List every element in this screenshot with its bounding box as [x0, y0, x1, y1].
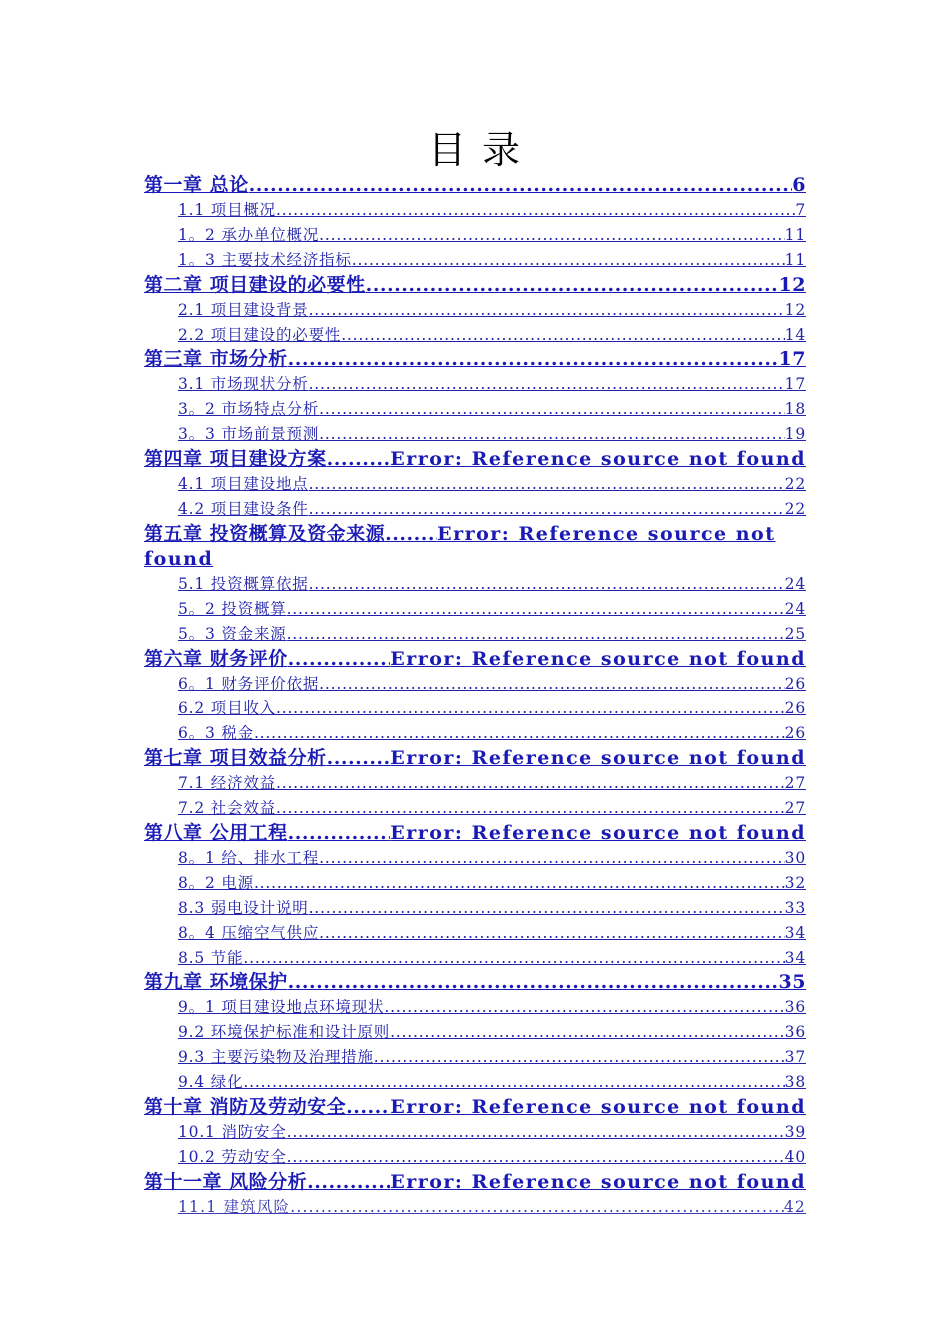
toc-label: 7.1 经济效益: [178, 774, 276, 793]
toc-label: 1。3 主要技术经济指标: [178, 250, 352, 269]
toc-section-1-2[interactable]: [144, 223, 806, 248]
toc-label: 4.2 项目建设条件: [178, 500, 309, 519]
toc-page-error: Error: Reference source not: [437, 522, 776, 545]
toc-label: 第一章 总论: [144, 174, 249, 196]
toc-leader: [276, 796, 785, 821]
toc-leader: [319, 921, 785, 946]
toc-section-9-4[interactable]: [144, 1070, 806, 1095]
toc-leader: [319, 846, 785, 871]
toc-page: 24: [784, 574, 806, 593]
toc-leader: [309, 372, 785, 397]
toc-leader: [384, 995, 784, 1020]
toc-leader: [249, 173, 793, 198]
toc-page: 11: [784, 250, 806, 269]
toc-section-6-3[interactable]: [144, 721, 806, 746]
toc-label: 1。2 承办单位概况: [178, 225, 320, 244]
toc-page-error: Error: Reference source not found: [390, 448, 806, 471]
toc-leader: [288, 347, 779, 372]
toc-label: 6。3 税金: [178, 724, 254, 743]
toc-section-9-3[interactable]: [144, 1045, 806, 1070]
toc-leader: [254, 721, 785, 746]
toc-section-11-1[interactable]: [144, 1195, 806, 1220]
toc-section-1-1[interactable]: [144, 198, 806, 223]
toc-chapter-4[interactable]: [144, 447, 806, 472]
toc-section-2-2[interactable]: [144, 323, 806, 348]
toc-page: 34: [784, 923, 806, 942]
toc-leader: [327, 447, 391, 472]
table-of-contents: [144, 173, 806, 1220]
toc-leader: [390, 1020, 785, 1045]
toc-page: 12: [784, 300, 806, 319]
toc-section-8-1[interactable]: [144, 846, 806, 871]
toc-section-5-1[interactable]: [144, 572, 806, 597]
toc-section-2-1[interactable]: [144, 298, 806, 323]
toc-leader: [385, 522, 437, 547]
toc-page: 40: [784, 1147, 806, 1166]
toc-leader: [309, 497, 785, 522]
toc-leader: [287, 1120, 785, 1145]
toc-label: 3.1 市场现状分析: [178, 375, 309, 394]
toc-page: 12: [778, 273, 806, 296]
toc-label: 第八章 公用工程: [144, 822, 288, 845]
toc-leader: [352, 248, 785, 273]
toc-leader: [319, 397, 785, 422]
toc-section-7-2[interactable]: [144, 796, 806, 821]
toc-leader: [276, 771, 785, 796]
toc-page: 19: [784, 425, 806, 444]
toc-label: 第七章 项目效益分析: [144, 747, 327, 770]
toc-leader: [243, 1070, 784, 1095]
toc-label: 9.4 绿化: [178, 1073, 244, 1092]
toc-leader: [346, 1095, 390, 1120]
toc-leader: [254, 871, 785, 896]
toc-chapter-2[interactable]: [144, 273, 806, 298]
toc-page: 30: [784, 849, 806, 868]
toc-page-error: Error: Reference source not found: [390, 747, 806, 770]
toc-label: 5.1 投资概算依据: [178, 574, 309, 593]
toc-section-8-2[interactable]: [144, 871, 806, 896]
toc-label: 8.3 弱电设计说明: [178, 898, 309, 917]
toc-leader: [319, 223, 785, 248]
toc-section-4-1[interactable]: [144, 472, 806, 497]
toc-page: 24: [784, 599, 806, 618]
toc-label: 2.2 项目建设的必要性: [178, 325, 342, 344]
toc-leader: [276, 696, 785, 721]
toc-leader: [309, 896, 785, 921]
toc-page: 36: [784, 1023, 806, 1042]
toc-label: 1.1 项目概况: [178, 201, 276, 219]
toc-page: 42: [783, 1197, 806, 1216]
toc-page-error: Error: Reference source not found: [390, 822, 806, 845]
toc-label: 第五章 投资概算及资金来源: [144, 522, 386, 545]
toc-leader: [288, 647, 391, 672]
toc-label: 第九章 环境保护: [144, 971, 288, 994]
toc-page: 36: [784, 998, 806, 1017]
toc-leader: [374, 1045, 785, 1070]
toc-section-7-1[interactable]: [144, 771, 806, 796]
toc-leader: [341, 323, 784, 348]
toc-chapter-7[interactable]: [144, 746, 806, 771]
toc-page: 27: [784, 774, 806, 793]
toc-section-8-4[interactable]: [144, 921, 806, 946]
toc-page: 32: [784, 873, 806, 892]
toc-page: 35: [778, 971, 806, 994]
toc-leader: [309, 572, 785, 597]
toc-leader: [319, 672, 785, 697]
toc-section-10-2[interactable]: [144, 1145, 806, 1170]
toc-leader: [287, 622, 785, 647]
toc-page: 17: [778, 348, 806, 371]
toc-leader: [319, 422, 785, 447]
toc-page: 25: [784, 624, 806, 643]
toc-leader: [243, 946, 784, 971]
toc-section-8-5[interactable]: [144, 946, 806, 971]
toc-leader: [366, 273, 779, 298]
toc-label: 第六章 财务评价: [144, 647, 288, 670]
toc-label: 9。1 项目建设地点环境现状: [178, 998, 385, 1017]
toc-chapter-3[interactable]: [144, 347, 806, 372]
toc-page: 18: [784, 400, 806, 419]
toc-label: 10.1 消防安全: [178, 1123, 287, 1142]
toc-label: 3。2 市场特点分析: [178, 400, 320, 419]
toc-page-error: Error: Reference source not found: [390, 1096, 806, 1119]
toc-leader: [288, 821, 391, 846]
toc-label: 11.1 建筑风险: [178, 1197, 291, 1216]
toc-chapter-9[interactable]: [144, 970, 806, 995]
toc-page: 14: [784, 325, 806, 344]
toc-chapter-6[interactable]: [144, 647, 806, 672]
toc-leader: [327, 746, 391, 771]
toc-label: 8。1 给、排水工程: [178, 849, 320, 868]
toc-leader: [287, 597, 785, 622]
toc-section-3-1[interactable]: [144, 372, 806, 397]
toc-page: 38: [784, 1073, 806, 1092]
toc-page: 22: [784, 475, 806, 494]
toc-page: 22: [784, 500, 806, 519]
toc-page: 26: [784, 674, 806, 693]
toc-label: 第十章 消防及劳动安全: [144, 1096, 347, 1119]
toc-page: 27: [784, 799, 806, 818]
toc-label: 2.1 项目建设背景: [178, 300, 309, 319]
toc-label: 5。2 投资概算: [178, 599, 287, 618]
toc-label: 8。4 压缩空气供应: [178, 923, 320, 942]
toc-leader: [290, 1195, 784, 1220]
toc-section-9-2[interactable]: [144, 1020, 806, 1045]
toc-page: 26: [784, 699, 806, 718]
toc-label: 10.2 劳动安全: [178, 1147, 287, 1166]
toc-page: 26: [784, 724, 806, 743]
toc-page: 11: [784, 225, 806, 244]
toc-label: 9.2 环境保护标准和设计原则: [178, 1023, 391, 1042]
toc-leader: [287, 1145, 785, 1170]
toc-leader: [309, 472, 785, 497]
toc-section-4-2[interactable]: [144, 497, 806, 522]
toc-section-5-3[interactable]: [144, 622, 806, 647]
toc-chapter-10[interactable]: [144, 1095, 806, 1120]
toc-label: 9.3 主要污染物及治理措施: [178, 1048, 374, 1067]
toc-label: 4.1 项目建设地点: [178, 475, 309, 494]
toc-section-3-3[interactable]: [144, 422, 806, 447]
toc-leader: [309, 298, 785, 323]
toc-section-10-1[interactable]: [144, 1120, 806, 1145]
toc-page-error-continued: found: [144, 547, 214, 570]
toc-section-3-2[interactable]: [144, 397, 806, 422]
toc-section-5-2[interactable]: [144, 597, 806, 622]
toc-label: 第三章 市场分析: [144, 348, 288, 371]
toc-chapter-11[interactable]: [144, 1170, 806, 1195]
toc-label: 8。2 电源: [178, 873, 254, 892]
page-title: 目 录: [427, 128, 523, 172]
toc-page: 37: [784, 1048, 806, 1067]
toc-section-6-2[interactable]: [144, 696, 806, 721]
toc-chapter-5[interactable]: [144, 522, 806, 572]
toc-section-6-1[interactable]: [144, 672, 806, 697]
toc-chapter-8[interactable]: [144, 821, 806, 846]
toc-label: 第十一章 风险分析: [144, 1170, 308, 1193]
toc-label: 3。3 市场前景预测: [178, 425, 320, 444]
toc-page-error: Error: Reference source not found: [390, 647, 806, 670]
toc-label: 8.5 节能: [178, 948, 244, 967]
toc-label: 第四章 项目建设方案: [144, 448, 327, 471]
toc-section-8-3[interactable]: [144, 896, 806, 921]
toc-page: 34: [784, 948, 806, 967]
toc-page: 6: [792, 174, 806, 196]
toc-label: 7.2 社会效益: [178, 799, 276, 818]
toc-section-1-3[interactable]: [144, 248, 806, 273]
toc-label: 6.2 项目收入: [178, 699, 276, 718]
toc-page: 17: [784, 375, 806, 394]
toc-leader: [307, 1170, 390, 1195]
toc-section-9-1[interactable]: [144, 995, 806, 1020]
toc-label: 5。3 资金来源: [178, 624, 287, 643]
toc-label: 第二章 项目建设的必要性: [144, 273, 366, 296]
toc-label: 6。1 财务评价依据: [178, 674, 320, 693]
toc-page-error: Error: Reference source not found: [390, 1170, 806, 1193]
toc-leader: [276, 198, 795, 223]
toc-leader: [288, 970, 779, 995]
toc-page: 39: [784, 1123, 806, 1142]
toc-page: 7: [795, 201, 806, 219]
toc-chapter-1[interactable]: [144, 173, 806, 198]
toc-page: 33: [784, 898, 806, 917]
